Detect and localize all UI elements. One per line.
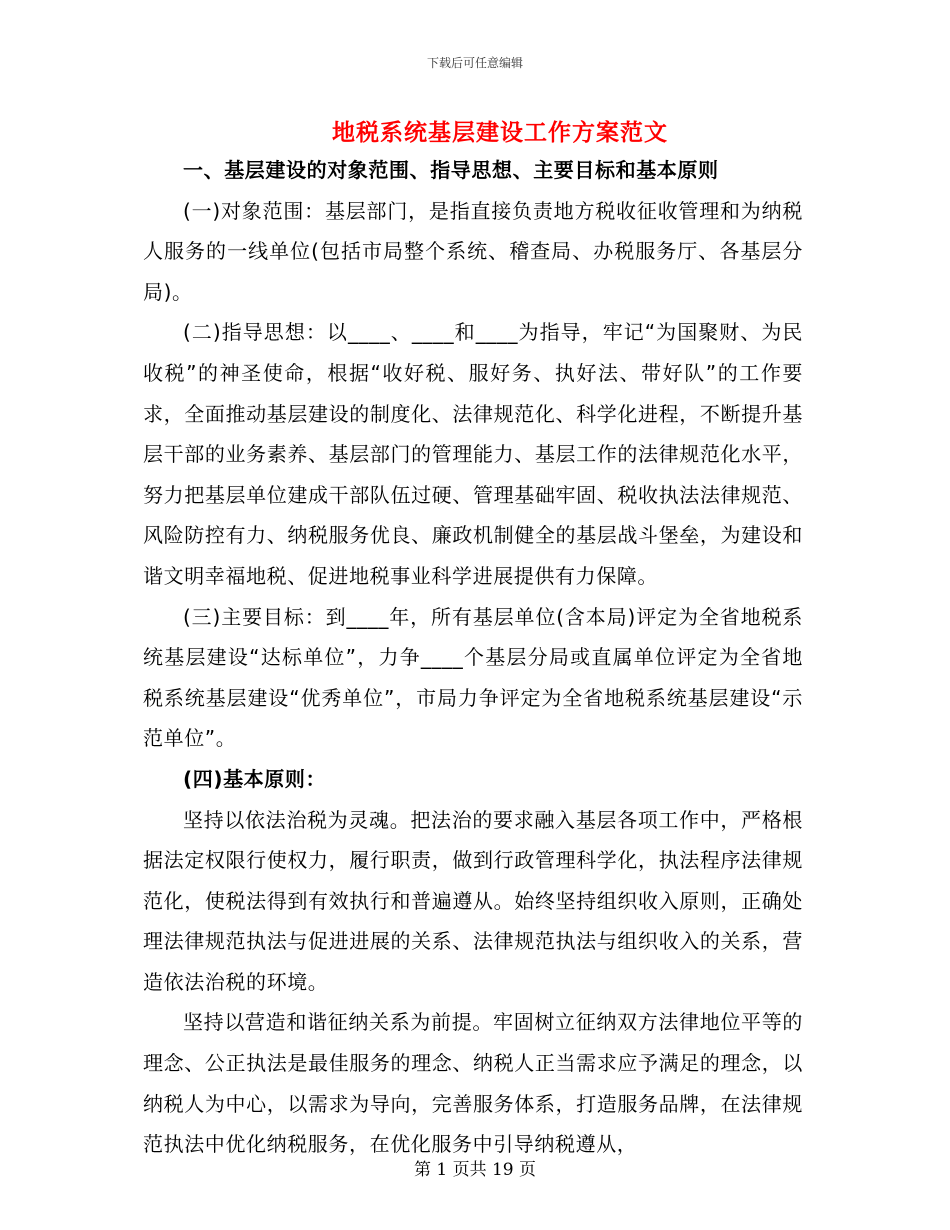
- document-title: 地税系统基层建设工作方案范文: [332, 120, 668, 146]
- page-footer: 第 1 页共 19 页: [413, 1160, 537, 1180]
- section-heading: 一、基层建设的对象范围、指导思想、主要目标和基本原则: [183, 158, 719, 182]
- paragraph-main-goals: (三)主要目标：到____年，所有基层单位(含本局)评定为全省地税系统基层建设“达标单位”，力争____个基层分局或直属单位评定为全省地税系统基层建设“优秀单位”，市局力争评定为全省地税系统基层建设“示范单位”。: [143, 604, 803, 751]
- paragraph-scope: (一)对象范围：基层部门，是指直接负责地方税收征收管理和为纳税人服务的一线单位(包括市局整个系统、稽查局、办税服务厅、各基层分局)。: [143, 198, 803, 304]
- paragraph-guiding-thought: (二)指导思想：以____、____和____为指导，牢记“为国聚财、为民收税”的神圣使命，根据“收好税、服好务、执好法、带好队”的工作要求，全面推动基层建设的制度化、法律规范化、科学化进程，不断提升基层干部的业务素养、基层部门的管理能力、基层工作的法律规范化水平，努力把基层单位建成干部队伍过硬、管理基础牢固、税收执法法律规范、风险防控有力、纳税服务优良、廉政机制健全的基层战斗堡垒，为建设和谐文明幸福地税、促进地税事业科学进展提供有力保障。: [143, 320, 803, 588]
- paragraph-principle-rule-of-law: 坚持以依法治税为灵魂。把法治的要求融入基层各项工作中，严格根据法定权限行使权力，履行职责，做到行政管理科学化，执法程序法律规范化，使税法得到有效执行和普遍遵从。始终坚持组织收入原则，正确处理法律规范执法与促进进展的关系、法律规范执法与组织收入的关系，营造依法治税的环境。: [143, 807, 803, 994]
- subheading-basic-principles: (四)基本原则：: [183, 766, 327, 791]
- page-header: 下载后可任意编辑: [426, 56, 523, 70]
- paragraph-principle-harmony: 坚持以营造和谐征纳关系为前提。牢固树立征纳双方法律地位平等的理念、公正执法是最佳服务的理念、纳税人正当需求应予满足的理念，以纳税人为中心，以需求为导向，完善服务体系，打造服务品牌，在法律规范执法中优化纳税服务，在优化服务中引导纳税遵从，: [143, 1010, 803, 1157]
- document-body: [143, 150, 803, 1165]
